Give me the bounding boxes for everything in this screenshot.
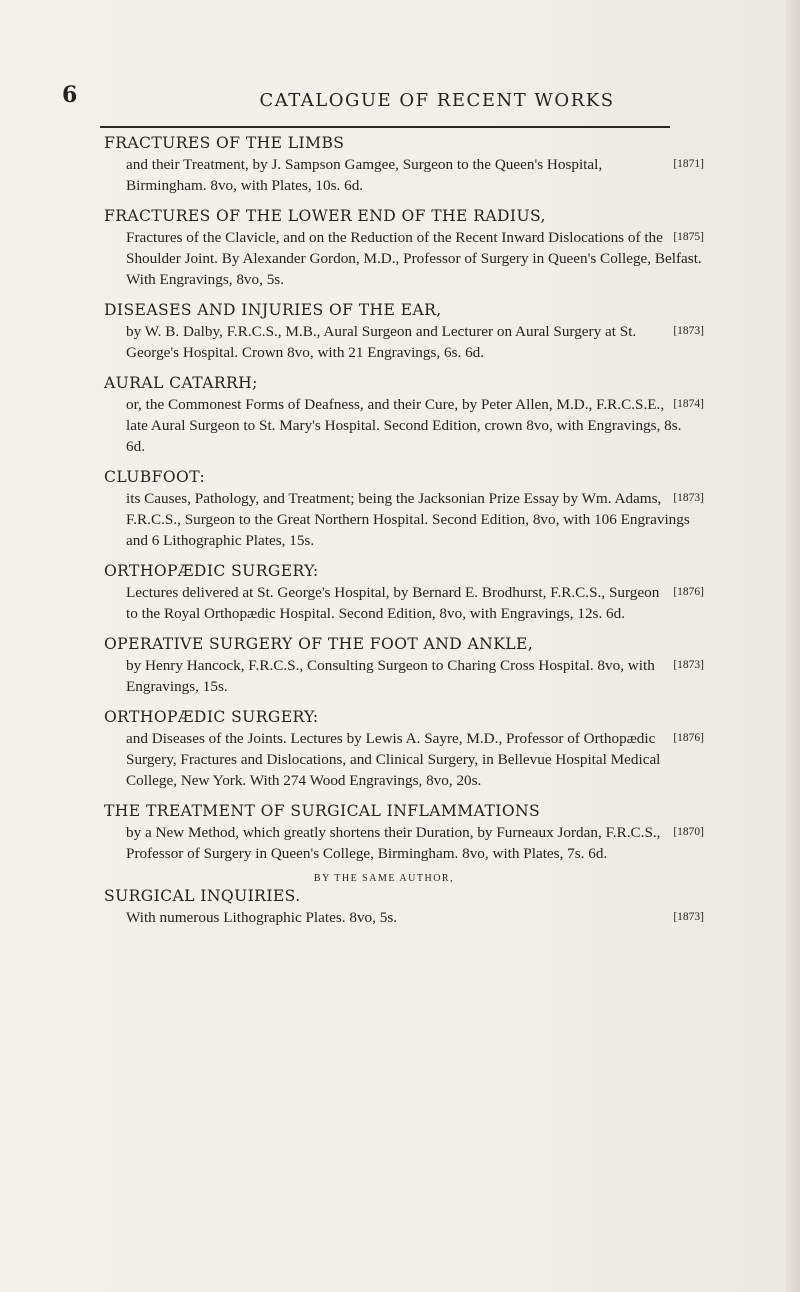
entry-text: by a New Method, which greatly shortens their Duration, by Furneaux Jordan, F.R.C.S., Professor of Surgery in Queen's College, Birmingham. 8vo, with Plates, 7s. 6d. <box>126 824 661 862</box>
entry-year: [1876] <box>673 732 704 744</box>
entry-text: by Henry Hancock, F.R.C.S., Consulting Surgeon to Charing Cross Hospital. 8vo, with Engravings, 15s. <box>126 657 655 695</box>
entry-text: or, the Commonest Forms of Deafness, and their Cure, by Peter Allen, M.D., F.R.C.S.E., late Aural Surgeon to St. Mary's Hospital. Second Edition, crown 8vo, with Engravings, 8s. 6d. <box>126 396 682 455</box>
catalogue-entry <box>104 800 704 864</box>
catalogue-entry <box>104 633 704 697</box>
entry-year: [1873] <box>673 325 704 337</box>
catalogue-entry <box>104 706 704 791</box>
entry-title: FRACTURES OF THE LOWER END OF THE RADIUS, <box>104 207 546 225</box>
entry-title: AURAL CATARRH; <box>104 374 258 392</box>
entry-text: Fractures of the Clavicle, and on the Reduction of the Recent Inward Dislocations of the Shoulder Joint. By Alexander Gordon, M.D., Professor of Surgery in Queen's College, Belfast. With Engravings, 8vo, 5s. <box>126 229 702 288</box>
entry-description <box>104 227 704 290</box>
entry-year: [1870] <box>673 826 704 838</box>
catalogue-entry <box>104 466 704 551</box>
entry-title: THE TREATMENT OF SURGICAL INFLAMMATIONS <box>104 802 541 820</box>
entry-text: and their Treatment, by J. Sampson Gamgee, Surgeon to the Queen's Hospital, Birmingham. 8vo, with Plates, 10s. 6d. <box>126 156 603 194</box>
catalogue-entry <box>104 132 704 196</box>
entry-year: [1873] <box>673 911 704 923</box>
entry-title: ORTHOPÆDIC SURGERY: <box>104 708 319 726</box>
entry-text: by W. B. Dalby, F.R.C.S., M.B., Aural Surgeon and Lecturer on Aural Surgery at St. George's Hospital. Crown 8vo, with 21 Engravings, 6s. 6d. <box>126 323 637 361</box>
entry-title: OPERATIVE SURGERY OF THE FOOT AND ANKLE, <box>104 635 534 653</box>
catalogue-entry <box>104 372 704 457</box>
entry-title: CLUBFOOT: <box>104 468 206 486</box>
entry-year: [1873] <box>673 659 704 671</box>
catalogue-entries <box>104 132 704 937</box>
entry-description <box>104 321 704 363</box>
entry-description <box>104 822 704 864</box>
page-number: 6 <box>62 82 78 108</box>
entry-description <box>104 154 704 196</box>
catalogue-entry <box>104 205 704 290</box>
entry-year: [1876] <box>673 586 704 598</box>
catalogue-entry <box>104 885 704 928</box>
entry-text: and Diseases of the Joints. Lectures by Lewis A. Sayre, M.D., Professor of Orthopædic Surgery, Fractures and Dislocations, and Clinical Surgery, in Bellevue Hospital Medical College, New York. With 274 Wood Engravings, 8vo, 20s. <box>126 730 661 789</box>
entry-text: its Causes, Pathology, and Treatment; being the Jacksonian Prize Essay by Wm. Adams, F.R.C.S., Surgeon to the Great Northern Hospital. Second Edition, 8vo, with 106 Engravings and 6 Lithographic Plates, 15s. <box>126 490 690 549</box>
catalogue-entry <box>104 299 704 363</box>
page-edge-shadow <box>786 0 800 1292</box>
entry-year: [1873] <box>673 492 704 504</box>
catalogue-entry <box>104 560 704 624</box>
entry-title: FRACTURES OF THE LIMBS <box>104 134 345 152</box>
entry-year: [1875] <box>673 231 704 243</box>
entry-description <box>104 728 704 791</box>
entry-title: ORTHOPÆDIC SURGERY: <box>104 562 319 580</box>
header-rule <box>100 126 670 128</box>
same-author-label: BY THE SAME AUTHOR, <box>313 873 455 884</box>
entry-description <box>104 488 704 551</box>
running-head: CATALOGUE OF RECENT WORKS <box>259 90 615 111</box>
page-header <box>62 82 742 116</box>
entry-description <box>104 582 704 624</box>
entry-text: With numerous Lithographic Plates. 8vo, 5s. <box>126 909 398 926</box>
entry-description <box>104 907 704 928</box>
entry-year: [1874] <box>673 398 704 410</box>
entry-description <box>104 394 704 457</box>
entry-title: SURGICAL INQUIRIES. <box>104 887 301 905</box>
entry-title: DISEASES AND INJURIES OF THE EAR, <box>104 301 442 319</box>
entry-description <box>104 655 704 697</box>
entry-text: Lectures delivered at St. George's Hospital, by Bernard E. Brodhurst, F.R.C.S., Surgeon to the Royal Orthopædic Hospital. Second Edition, 8vo, with Engravings, 12s. 6d. <box>126 584 660 622</box>
entry-year: [1871] <box>673 158 704 170</box>
